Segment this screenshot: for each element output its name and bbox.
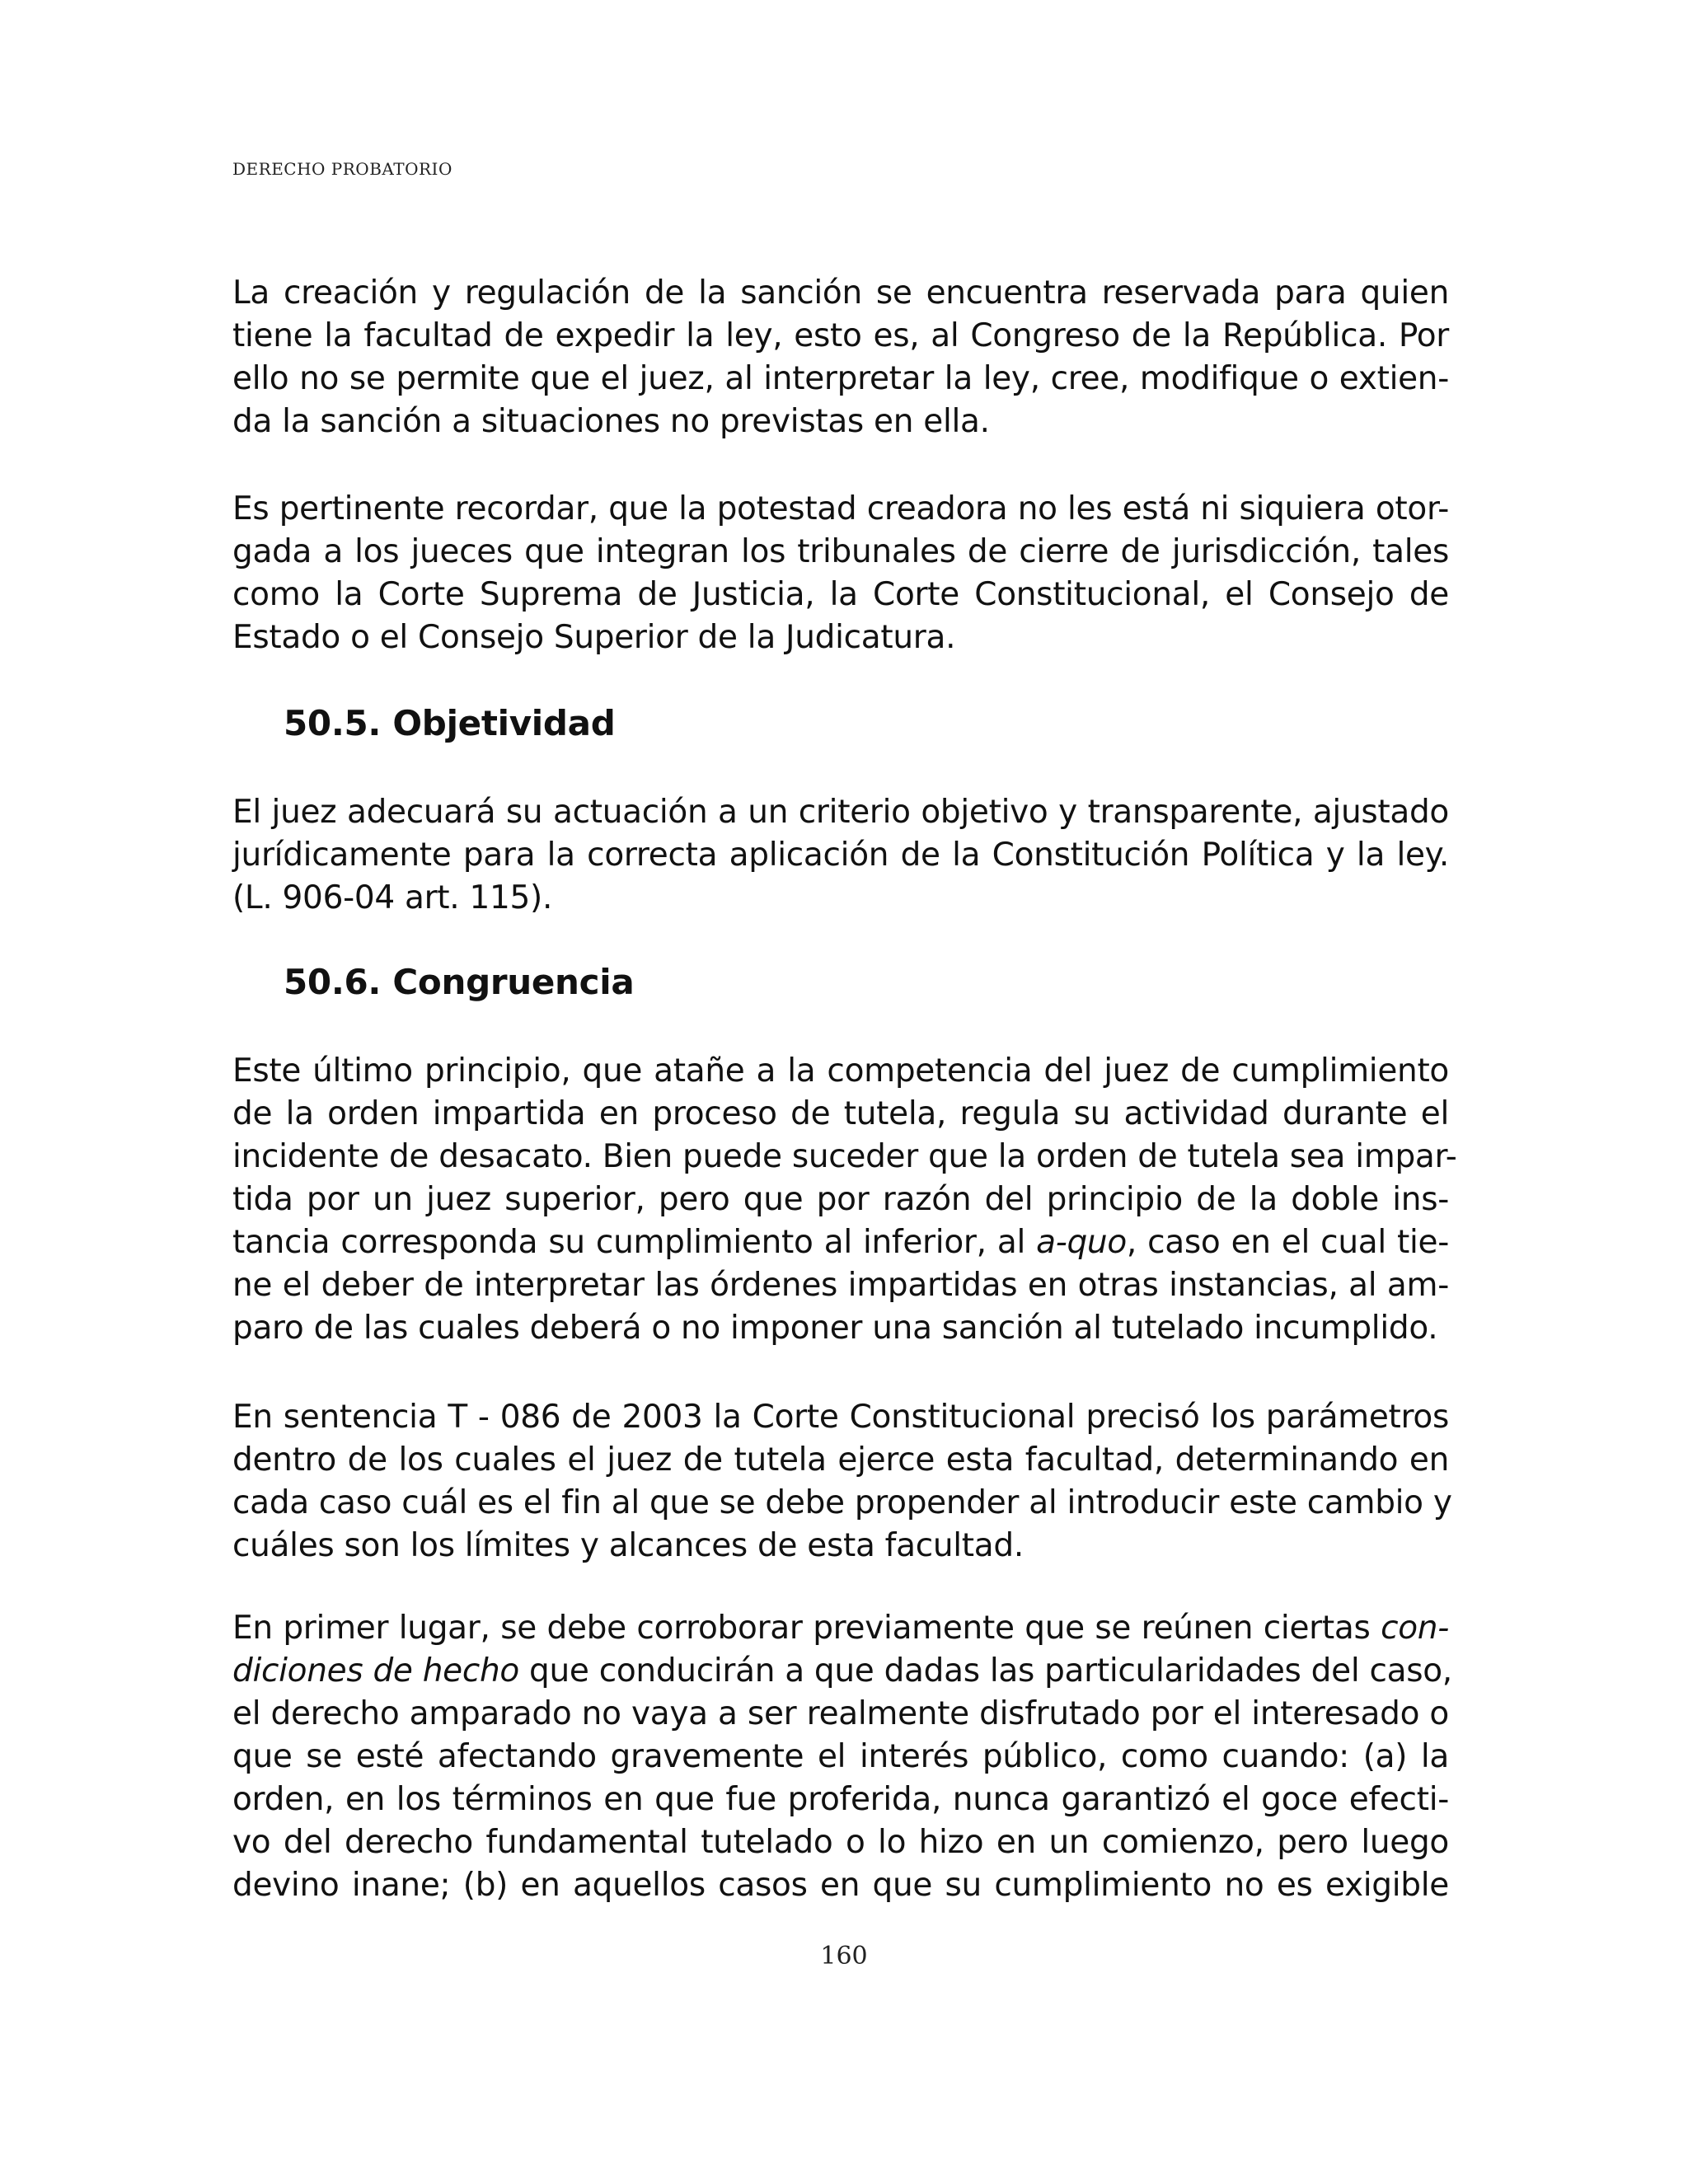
italic-term-a-quo: a-quo <box>1036 1224 1127 1261</box>
text-line: que se esté afectando gravemente el interés público, como cuando: (a) la <box>232 1738 1449 1775</box>
text-line: el derecho amparado no vaya a ser realmente disfrutado por el interesado o <box>232 1695 1449 1732</box>
text-line: Es pertinente recordar, que la potestad creadora no les está ni siquiera otor- <box>232 490 1449 527</box>
text-fragment: que conducirán a que dadas las particularidades del caso, <box>518 1652 1452 1690</box>
text-line <box>232 1650 1452 1693</box>
italic-term-condiciones: con- <box>1381 1610 1449 1647</box>
paragraph-primer-lugar <box>232 1607 1452 1907</box>
paragraph-sentencia-t-086 <box>232 1396 1452 1568</box>
text-fragment: , caso en el cual tie- <box>1126 1224 1449 1261</box>
text-line: da la sanción a situaciones no previstas en ella. <box>232 403 990 440</box>
text-line: Este último principio, que atañe a la competencia del juez de cumplimiento <box>232 1052 1449 1090</box>
text-line: jurídicamente para la correcta aplicación de la Constitución Política y la ley. <box>232 837 1449 874</box>
text-line: tiene la facultad de expedir la ley, esto es, al Congreso de la República. Por <box>232 317 1449 354</box>
text-line: En sentencia T - 086 de 2003 la Corte Constitucional precisó los parámetros <box>232 1399 1449 1436</box>
text-line: tida por un juez superior, pero que por razón del principio de la doble ins- <box>232 1181 1449 1218</box>
paragraph-potestad-creadora <box>232 488 1449 659</box>
text-fragment: tancia corresponda su cumplimiento al inferior, al <box>232 1224 1037 1261</box>
text-line: ello no se permite que el juez, al interpretar la ley, cree, modifique o extien- <box>232 360 1449 397</box>
paragraph-objetividad <box>232 791 1449 920</box>
text-line: El juez adecuará su actuación a un criterio objetivo y transparente, ajustado <box>232 794 1449 831</box>
text-line: ne el deber de interpretar las órdenes impartidas en otras instancias, al am- <box>232 1267 1449 1304</box>
section-heading-objetividad: 50.5. Objetividad <box>284 703 616 743</box>
section-heading-congruencia: 50.6. Congruencia <box>284 962 635 1002</box>
text-line: como la Corte Suprema de Justicia, la Corte Constitucional, el Consejo de <box>232 576 1449 613</box>
text-line: paro de las cuales deberá o no imponer una sanción al tutelado incumplido. <box>232 1310 1438 1347</box>
text-line: devino inane; (b) en aquellos casos en que su cumplimiento no es exigible <box>232 1867 1449 1904</box>
text-line: dentro de los cuales el juez de tutela ejerce esta facultad, determinando en <box>232 1441 1449 1479</box>
text-line: orden, en los términos en que fue proferida, nunca garantizó el goce efecti- <box>232 1781 1449 1818</box>
text-line <box>232 1221 1449 1264</box>
text-line: gada a los jueces que integran los tribunales de cierre de jurisdicción, tales <box>232 533 1449 570</box>
text-line: Estado o el Consejo Superior de la Judicatura. <box>232 619 956 656</box>
text-line: cada caso cuál es el fin al que se debe propender al introducir este cambio y <box>232 1484 1452 1521</box>
text-line: cuáles son los límites y alcances de esta facultad. <box>232 1527 1024 1564</box>
text-line: incidente de desacato. Bien puede suceder que la orden de tutela sea impar- <box>232 1138 1457 1175</box>
italic-term-condiciones-de-hecho: diciones de hecho <box>232 1652 519 1690</box>
text-line: La creación y regulación de la sanción se encuentra reservada para quien <box>232 274 1449 312</box>
text-line: de la orden impartida en proceso de tutela, regula su actividad durante el <box>232 1095 1449 1132</box>
text-line: vo del derecho fundamental tutelado o lo hizo en un comienzo, pero luego <box>232 1824 1449 1861</box>
text-line: (L. 906-04 art. 115). <box>232 879 553 916</box>
text-line <box>232 1607 1449 1650</box>
paragraph-sancion-reservada <box>232 272 1449 443</box>
text-fragment: En primer lugar, se debe corroborar previamente que se reúnen ciertas <box>232 1610 1381 1647</box>
running-header: DERECHO PROBATORIO <box>232 159 452 179</box>
paragraph-congruencia <box>232 1050 1457 1350</box>
page-number: 160 <box>820 1942 868 1971</box>
